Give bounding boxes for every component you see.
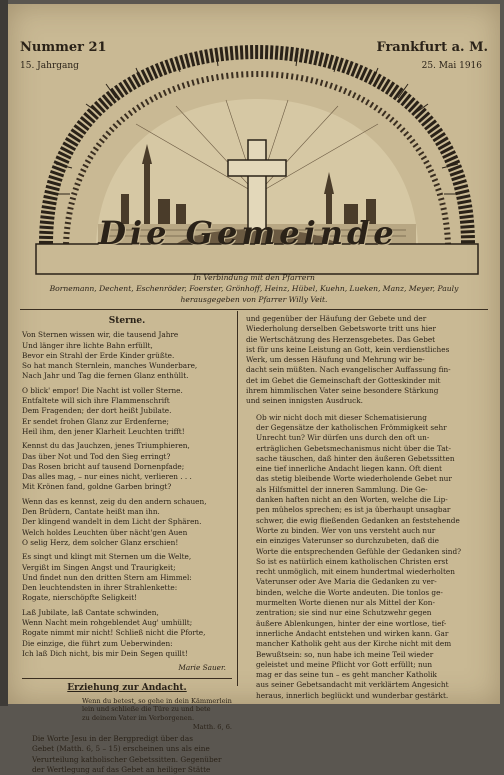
- motto-line: lein und schließe die Türe zu und bete: [82, 705, 211, 714]
- poem-line: Kennst du das Jauchzen, jenes Triumphieren,: [22, 441, 190, 451]
- article-line: Wiederholung derselben Gebetsworte tritt uns hier: [246, 324, 436, 334]
- poem: [22, 330, 232, 659]
- article-paragraph: [246, 314, 486, 407]
- poem-line: Rogate nimmt mir nicht! Schließ nicht die Pforte,: [22, 628, 206, 638]
- poem-line: Und findet nun den dritten Stern am Himmel:: [22, 572, 192, 582]
- article-line: murmelten Worte dienen nur als Mittel der Kon-: [256, 598, 435, 608]
- top-rule: [20, 309, 488, 310]
- poem-title: Sterne.: [108, 316, 146, 326]
- masthead-title: Die Gemeinde: [98, 214, 398, 252]
- article-line: geleistet und meine Pflicht vor Gott erfüllt; nun: [256, 659, 433, 669]
- newspaper-page: [8, 4, 500, 775]
- editors-block: [20, 272, 488, 305]
- article-line: und seinen innigsten Ausdruck.: [246, 396, 363, 406]
- article-line: binden, welche die Worte andeuten. Die tonlos ge-: [256, 587, 443, 597]
- article-line: mag er das seine tun – es geht mancher Katholik: [256, 670, 437, 680]
- article-line: als Hilfsmittel der inneren Sammlung. Die Ge-: [256, 484, 428, 494]
- article-line: erträglichen Gebetsmechanismus nicht über die Tat-: [256, 443, 451, 453]
- poem-line: Mit Krönen fand, goldne Garben bringt?: [22, 482, 172, 492]
- poem-line: Das alles mag, – nur eines nicht, verlieren . . .: [22, 472, 192, 482]
- article-line: zentration; sie sind nur eine Schutzwehr gegen: [256, 608, 432, 618]
- article-line: und gegenüber der Häufung der Gebete und der: [246, 314, 427, 323]
- poem-line: Wenn das es kennst, zeig du den andern schauen,: [22, 496, 207, 506]
- poem-line: Die einzige, die führt zum Ueberwinden:: [22, 638, 173, 648]
- poem-line: Welch holdes Leuchten über nächt'gen Auen: [22, 527, 188, 537]
- issue-date: 25. Mai 1916: [421, 61, 482, 71]
- article-line: äußere Ablenkungen, hinter der eine wortlose, tief-: [256, 618, 447, 628]
- poem-author: Marie Sauer.: [178, 663, 226, 673]
- poem-line: Es singt und klingt mit Sternen um die Welte,: [22, 552, 192, 562]
- left-column: [22, 316, 232, 775]
- motto-line: zu deinem Vater im Verborgenen.: [82, 713, 195, 722]
- article-line: heraus, innerlich beglückt und wunderbar gestärkt.: [256, 690, 449, 700]
- poem-line: Vergißt im Singen Angst und Traurigkeit;: [22, 562, 176, 572]
- article-title: Erziehung zur Andacht.: [67, 682, 187, 693]
- poem-line: O blick' empor! Die Nacht ist voller Sterne.: [22, 385, 183, 395]
- article-line: det im Gebet die Gemeinschaft der Gotteskinder mit: [246, 375, 441, 385]
- poem-line: Den leuchtendsten in ihrer Strahlenkette:: [22, 583, 178, 593]
- column-rule: [237, 311, 238, 686]
- article-line: Ob wir nicht doch mit dieser Schematisierung: [256, 412, 427, 422]
- article-line: das stetig bleibende Worte wiederholende Gebet nur: [256, 474, 452, 484]
- poem-line: Entfaltete will sich ihre Flammenschrift: [22, 396, 170, 406]
- motto-line: Wenn du betest, so gehe in dein Kämmerlein: [82, 696, 232, 705]
- poem-stanza: [22, 497, 232, 548]
- poem-line: Bevor ein Strahl der Erde Kinder grüßte.: [22, 350, 175, 360]
- article-line: schwer, die ewig fließenden Gedanken an feststehende: [256, 515, 460, 525]
- editors-line-3: herausgegeben von Pfarrer Willy Veit.: [180, 295, 328, 304]
- poem-line: Dem Fragenden; der dort heißt Jubilate.: [22, 406, 172, 416]
- poem-line: Der klingend wandelt in dem Licht der Sphären.: [22, 517, 202, 527]
- editors-line-1: In Verbindung mit den Pfarrern: [193, 273, 315, 282]
- poem-line: Ich laß Dich nicht, bis mir Dein Segen quillt!: [22, 648, 188, 658]
- article-line: ist für uns keine Leistung an Gott, kein verdienstliches: [246, 344, 450, 354]
- article-line: innerliche Andacht entstehen und wirken kann. Gar: [256, 628, 449, 638]
- article-line: Gebet (Matth. 6, 5 – 15) erscheinen uns als eine: [32, 744, 210, 754]
- article-line: ein einziges Vaterunser so durchzubeten, daß die: [256, 536, 439, 546]
- article-line: sache täuschen, daß hinter den äußeren Gebetssitten: [256, 453, 455, 463]
- article-line: Worte die entsprechenden Gefühle der Gedanken sind?: [256, 546, 462, 556]
- article-line: recht unmöglich, mit einem hundertmal wiederholten: [256, 567, 455, 577]
- article-line: mancher Katholik geht aus der Kirche nicht mit dem: [256, 639, 452, 649]
- article-line: eine tief innerliche Andacht liegen kann. Oft dient: [256, 464, 442, 474]
- article-line: danken haften nicht an den Worten, welche die Lip-: [256, 495, 448, 505]
- article-line: dacht sein müßten. Nach evangelischer Auffassung fin-: [246, 365, 451, 375]
- poem-line: Heil ihm, den jener Klarheit Leuchten trifft!: [22, 426, 185, 436]
- poem-line: Rogate, nierschöpfte Seligkeit!: [22, 593, 138, 603]
- article-line: pen mühelos sprechen; es ist ja überhaupt unsagbar: [256, 505, 451, 515]
- right-column: [246, 314, 486, 701]
- article-line: aus seiner Gebetsandacht mit verklärtem Angesicht: [256, 680, 449, 690]
- article-line: der Wertlegung auf das Gebet an heiliger Stätte: [32, 765, 211, 775]
- article-line: die Wertschätzung des Herzensgebetes. Das Gebet: [246, 334, 436, 344]
- editors-line-2: Bornemann, Dechent, Eschenröder, Foerster, Grönhoff, Heinz, Hübel, Kuehn, Lueken, Manz, Meyer, Pauly: [49, 284, 459, 293]
- article-line: Bewußtsein: so, nun habe ich meine Teil wieder: [256, 649, 434, 659]
- poem-stanza: [22, 441, 232, 492]
- book-binding: [0, 0, 8, 706]
- issue-number: Nummer 21: [20, 40, 107, 55]
- poem-line: Wenn Nacht mein rohgeblendet Aug' umhüllt;: [22, 618, 193, 628]
- poem-stanza: [22, 386, 232, 437]
- article-line: Worte zu binden. Wer von uns versteht auch nur: [256, 525, 436, 535]
- poem-line: Und länger ihre lichte Bahn erfüllt,: [22, 340, 153, 350]
- poem-stanza: [22, 552, 232, 603]
- poem-line: Von Sternen wissen wir, die tausend Jahre: [22, 330, 179, 340]
- poem-line: Das Rosen bricht auf tausend Dornenpfade;: [22, 461, 185, 471]
- poem-line: Das über Not und Tod den Sieg erringt?: [22, 451, 171, 461]
- poem-line: So hat manch Sternlein, manches Wunderbare,: [22, 361, 198, 371]
- issue-place: Frankfurt a. M.: [376, 40, 488, 55]
- poem-line: Laß Jubilate, laß Cantate schwinden,: [22, 607, 159, 617]
- article-line: der Gegensätze der katholischen Frömmigkeit sehr: [256, 422, 447, 432]
- poem-line: Den Brüdern, Cantate heißt man ihn.: [22, 507, 160, 517]
- issue-year: 15. Jahrgang: [20, 61, 79, 71]
- poem-line: O selig Herz, dem solcher Glanz erschien!: [22, 537, 179, 547]
- article-paragraph: [22, 734, 232, 775]
- article-line: Die Worte Jesu in der Bergpredigt über das: [32, 734, 193, 744]
- article-line: ihrem himmlischen Vater seine besondere Stärkung: [246, 386, 439, 396]
- article-line: Vaterunser oder Ave Maria die Gedanken zu ver-: [256, 577, 437, 587]
- article-line: Unrecht tun? Wir dürfen uns durch den oft un-: [256, 433, 430, 443]
- poem-stanza: [22, 608, 232, 659]
- article-line: Werk, um dessen Häufung und Mehrung wir be-: [246, 355, 425, 365]
- section-divider: [22, 678, 232, 679]
- motto-reference: Matth. 6, 6.: [192, 722, 232, 731]
- article-line: So ist es natürlich einem katholischen Christen erst: [256, 556, 449, 566]
- article-line: Verurteilung katholischer Gebetssitten. Gegenüber: [32, 754, 222, 764]
- article-motto: [82, 697, 232, 731]
- article-paragraph: [246, 413, 486, 701]
- poem-stanza: [22, 330, 232, 381]
- poem-line: Nach Jahr und Tag die fernen Glanz enthüllt.: [22, 371, 189, 381]
- poem-line: Er sendet frohen Glanz zur Erdenferne;: [22, 416, 169, 426]
